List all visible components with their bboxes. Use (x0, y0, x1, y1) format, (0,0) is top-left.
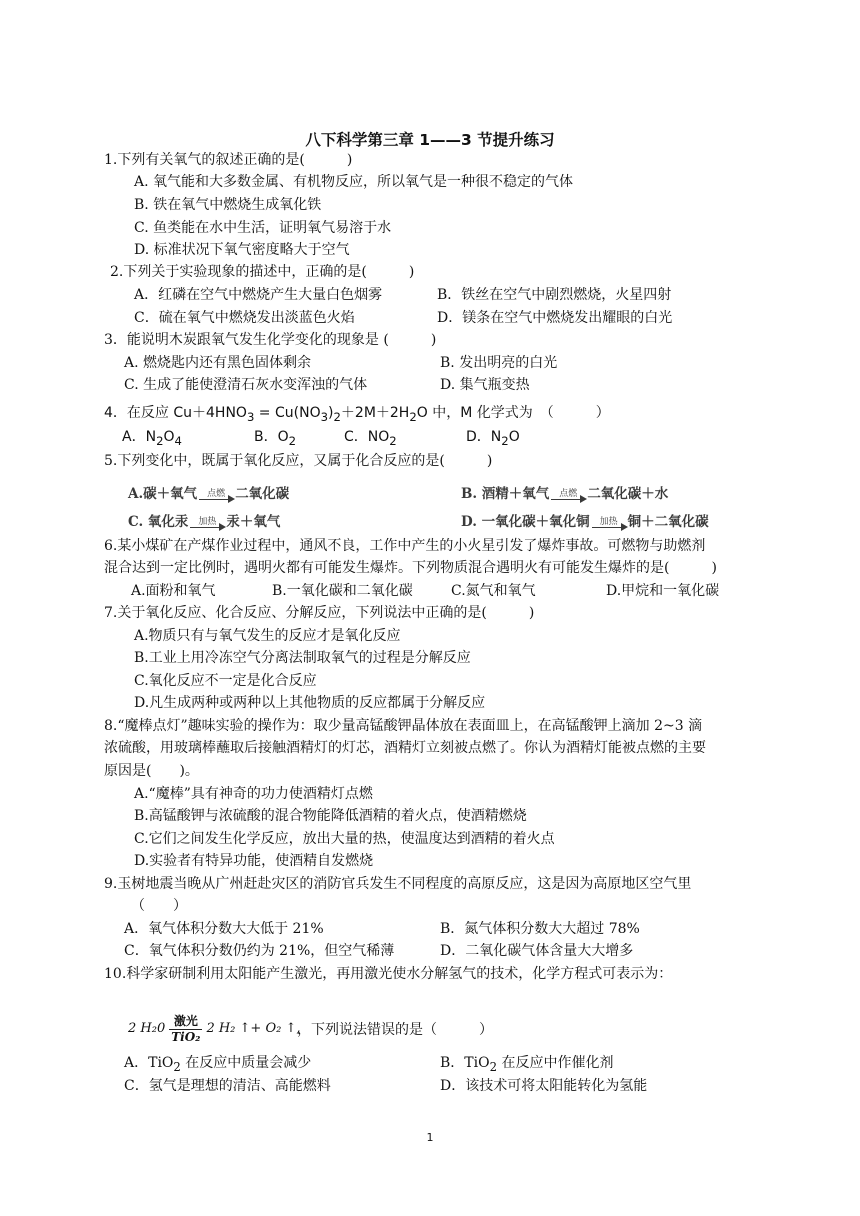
q2-option-b: B．铁丝在空气中剧烈燃烧，火星四射 (437, 287, 672, 303)
q4-option-b: B．$O_2$ (254, 429, 297, 448)
q2-option-a: A．红磷在空气中燃烧产生大量白色烟雾 (134, 287, 383, 303)
q9-option-c: C．氧气体积分数仍约为 21%，但空气稀薄 (124, 943, 395, 959)
q7-option-c: C.氧化反应不一定是化合反应 (134, 673, 317, 689)
q1-option-a: A. 氧气能和大多数金属、有机物反应，所以氧气是一种很不稳定的气体 (134, 174, 574, 190)
q9-option-d: D．二氧化碳气体含量大大增多 (440, 943, 634, 959)
q10-option-d: D．该技术可将太阳能转化为氢能 (440, 1078, 648, 1094)
q5-stem: 5.下列变化中，既属于氧化反应，又属于化合反应的是( ) (104, 453, 493, 469)
q7-option-d: D.凡生成两种或两种以上其他物质的反应都属于分解反应 (134, 695, 486, 711)
q5-option-b: B. 酒精＋氧气 点燃 二氧化碳＋水 (461, 486, 669, 502)
q9-answer-blank: （ ） (131, 898, 187, 914)
q6-option-a: A.面粉和氧气 (131, 583, 216, 599)
arrow-icon: 加热 (592, 517, 626, 528)
q1-option-d: D. 标准状况下氧气密度略大于空气 (134, 242, 350, 258)
page-title: 八下科学第三章 1——3 节提升练习 (305, 131, 555, 149)
q6-line-2: 混合达到一定比例时，遇明火都有可能发生爆炸。下列物质混合遇明火有可能发生爆炸的是( ) (104, 560, 717, 576)
q1-stem: 1.下列有关氧气的叙述正确的是( ) (104, 152, 353, 168)
q10-option-c: C．氢气是理想的清洁、高能燃料 (124, 1078, 331, 1094)
q2-stem: 2.下列关于实验现象的描述中，正确的是( ) (110, 264, 415, 280)
q6-line-1: 6.某小煤矿在产煤作业过程中，通风不良，工作中产生的小火星引发了爆炸事故。可燃物与助燃剂 (104, 538, 706, 554)
q4-stem: 4．在反应 $Cu+4HNO_3 = Cu(NO_3)_2+2M+2H_2O$ 中，M 化学式为 （ ） (104, 405, 610, 424)
q1-option-c: C. 鱼类能在水中生活，证明氧气易溶于水 (134, 220, 392, 236)
q8-line-1: 8.“魔棒点灯”趣味实验的操作为：取少量高锰酸钾晶体放在表面皿上，在高锰酸钾上滴加 2~3 滴 (104, 718, 703, 734)
q9-line-1: 9.玉树地震当晚从广州赶赴灾区的消防官兵发生不同程度的高原反应，这是因为高原地区空气里 (104, 876, 692, 892)
q3-option-d: D. 集气瓶变热 (440, 377, 530, 393)
q10-stem-tail: ，下列说法错误的是（ ） (297, 1022, 493, 1038)
q2-option-d: D．镁条在空气中燃烧发出耀眼的白光 (437, 310, 673, 326)
q6-option-c: C.氮气和氧气 (451, 583, 536, 599)
page-number: 1 (426, 1131, 434, 1144)
q4-option-a: A．$N_2O_4$ (122, 429, 182, 448)
q7-stem: 7.关于氧化反应、化合反应、分解反应，下列说法中正确的是( ) (104, 605, 535, 621)
q5-option-c: C. 氧化汞 加热 汞＋氧气 (128, 514, 281, 530)
q7-option-b: B.工业上用冷冻空气分离法制取氧气的过程是分解反应 (134, 650, 471, 666)
q8-line-2: 浓硫酸，用玻璃棒蘸取后接触酒精灯的灯芯，酒精灯立刻被点燃了。你认为酒精灯能被点燃的主要 (104, 740, 706, 756)
arrow-icon: 加热 (190, 517, 224, 528)
q8-option-d: D.实验者有特异功能，使酒精自发燃烧 (134, 853, 374, 869)
q10-option-b: B．TiO$_2$ 在反应中作催化剂 (440, 1055, 614, 1074)
arrow-icon: 点燃 (199, 489, 233, 500)
q5-option-a: A.碳＋氧气 点燃 二氧化碳 (128, 486, 290, 502)
q10-option-a: A．TiO$_2$ 在反应中质量会减少 (124, 1055, 312, 1074)
q4-option-c: C．$NO_2$ (344, 429, 397, 448)
q7-option-a: A.物质只有与氧气发生的反应才是氧化反应 (134, 628, 401, 644)
q9-option-a: A．氧气体积分数大大低于 21% (124, 921, 324, 937)
q3-option-b: B. 发出明亮的白光 (440, 355, 558, 371)
q3-stem: 3．能说明木炭跟氧气发生化学变化的现象是 ( ) (104, 332, 437, 348)
q5-option-d: D. 一氧化碳＋氧化铜 加热 铜＋二氧化碳 (461, 514, 709, 530)
q8-option-c: C.它们之间发生化学反应，放出大量的热，使温度达到酒精的着火点 (134, 831, 555, 847)
q8-option-b: B.高锰酸钾与浓硫酸的混合物能降低酒精的着火点，使酒精燃烧 (134, 808, 527, 824)
q9-option-b: B．氮气体积分数大大超过 78% (440, 921, 640, 937)
q1-option-b: B. 铁在氧气中燃烧生成氧化铁 (134, 197, 322, 213)
q6-option-b: B.一氧化碳和二氧化碳 (272, 583, 413, 599)
q4-option-d: D．$N_2O$ (466, 429, 520, 448)
q3-option-a: A. 燃烧匙内还有黑色固体剩余 (124, 355, 312, 371)
q3-option-c: C. 生成了能使澄清石灰水变浑浊的气体 (124, 377, 368, 393)
arrow-icon: 点燃 (551, 489, 585, 500)
q8-option-a: A.“魔棒”具有神奇的功力使酒精灯点燃 (134, 786, 373, 802)
q6-option-d: D.甲烷和一氧化碳 (606, 583, 720, 599)
q10-equation: 2 H₂0 $\frac{\text{激光}}{\text{TiO₂}}$ 2 H₂ ↑+ O₂ ↑, (128, 1014, 301, 1044)
q8-line-3: 原因是( )。 (104, 763, 199, 779)
q10-line-1: 10.科学家研制利用太阳能产生激光，再用激光使水分解氢气的技术，化学方程式可表示为： (104, 966, 673, 982)
q2-option-c: C．硫在氧气中燃烧发出淡蓝色火焰 (134, 310, 355, 326)
reaction-condition: $\frac{\text{激光}}{\text{TiO₂}}$ (171, 1014, 201, 1044)
